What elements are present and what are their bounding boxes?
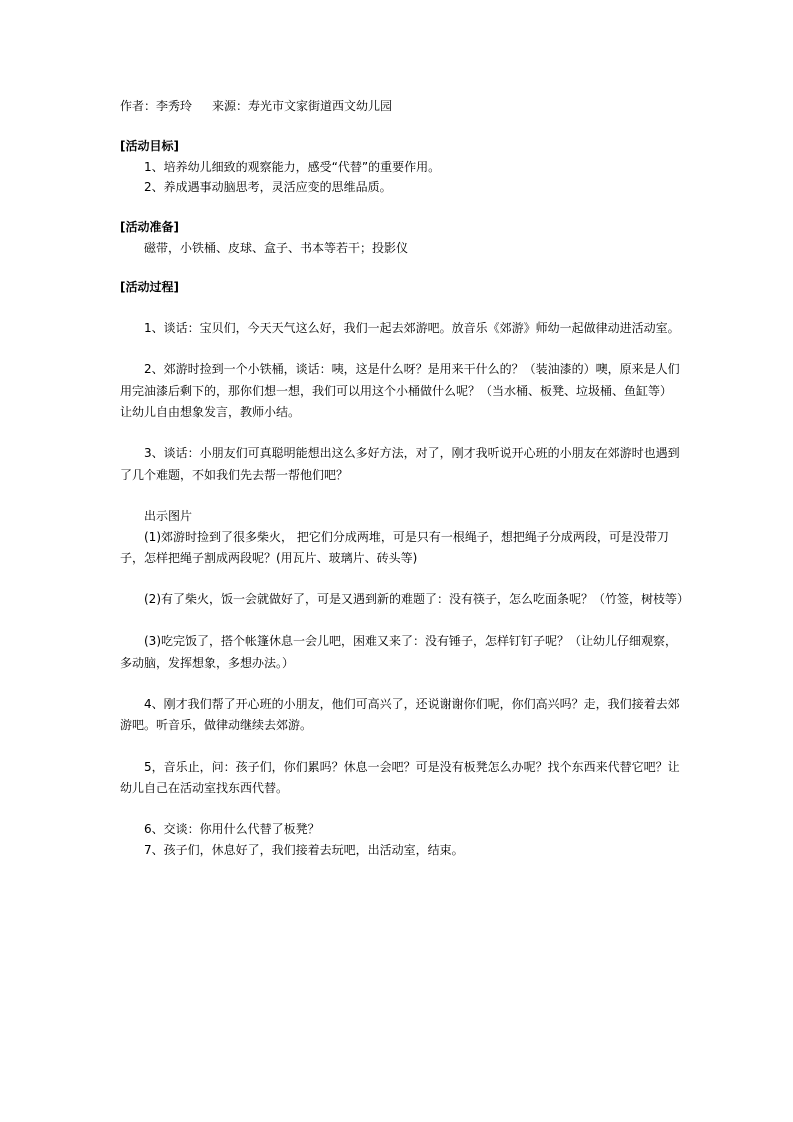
process-step-4-line-2: 游吧。听音乐，做律动继续去郊游。: [120, 718, 313, 732]
process-step-5-line-1: 5，音乐止，问：孩子们，你们累吗？休息一会吧？可是没有板凳怎么办呢？找个东西来代替它吧？让: [144, 760, 680, 774]
prep-heading: [活动准备]: [120, 220, 179, 234]
process-step-6: 6、交谈：你用什么代替了板凳？: [144, 822, 320, 836]
goal-item-2: 2、养成遇事动脑思考，灵活应变的思维品质。: [144, 180, 392, 194]
process-step-7: 7、孩子们，休息好了，我们接着去玩吧，出活动室，结束。: [144, 843, 464, 857]
process-step-5-line-2: 幼儿自己在活动室找东西代替。: [120, 781, 289, 795]
goal-item-1: 1、培养幼儿细致的观察能力，感受“代替”的重要作用。: [144, 160, 441, 174]
process-step-2-line-3: 让幼儿自由想象发言，教师小结。: [120, 405, 301, 419]
header-line: [120, 98, 392, 114]
question-1-line-2: 子，怎样把绳子割成两段呢？(用瓦片、玻璃片、砖头等): [120, 551, 418, 565]
process-step-3-line-2: 了几个难题，不如我们先去帮一帮他们吧？: [120, 468, 349, 482]
question-3-line-2: 多动脑，发挥想象，多想办法。）: [120, 656, 295, 670]
author-text: 作者：李秀玲: [120, 99, 193, 113]
source-text: 来源：寿光市文家街道西文幼儿园: [212, 99, 393, 113]
process-step-2-line-1: 2、郊游时捡到一个小铁桶，谈话：咦，这是什么呀？是用来干什么的？（装油漆的）噢，原来是人们: [144, 362, 680, 376]
question-1-line-1: (1)郊游时捡到了很多柴火， 把它们分成两堆，可是只有一根绳子，想把绳子分成两段，可是没带刀: [144, 530, 669, 544]
process-step-2-line-2: 用完油漆后剩下的，那你们想一想，我们可以用这个小桶做什么呢？（当水桶、板凳、垃圾桶、鱼缸等）: [120, 384, 673, 398]
process-step-3-line-1: 3、谈话：小朋友们可真聪明能想出这么多好方法，对了，刚才我听说开心班的小朋友在郊游时也遇到: [144, 446, 680, 460]
process-step-1: 1、谈话：宝贝们，今天天气这么好，我们一起去郊游吧。放音乐《郊游》师幼一起做律动进活动室。: [144, 321, 680, 335]
process-heading: [活动过程]: [120, 280, 179, 294]
process-step-4-line-1: 4、刚才我们帮了开心班的小朋友，他们可高兴了，还说谢谢你们呢，你们高兴吗？走，我们接着去郊: [144, 697, 680, 711]
show-pictures-text: 出示图片: [144, 509, 193, 523]
question-2: (2)有了柴火，饭一会就做好了，可是又遇到新的难题了：没有筷子，怎么吃面条呢？（竹签，树枝等）: [144, 592, 690, 606]
goals-heading: [活动目标]: [120, 139, 179, 153]
question-3-line-1: (3)吃完饭了，搭个帐篷休息一会儿吧，困难又来了：没有锤子，怎样钉钉子呢？（让幼儿仔细观察，: [144, 634, 678, 648]
prep-text: 磁带，小铁桶、皮球、盒子、书本等若干；投影仪: [144, 241, 409, 255]
